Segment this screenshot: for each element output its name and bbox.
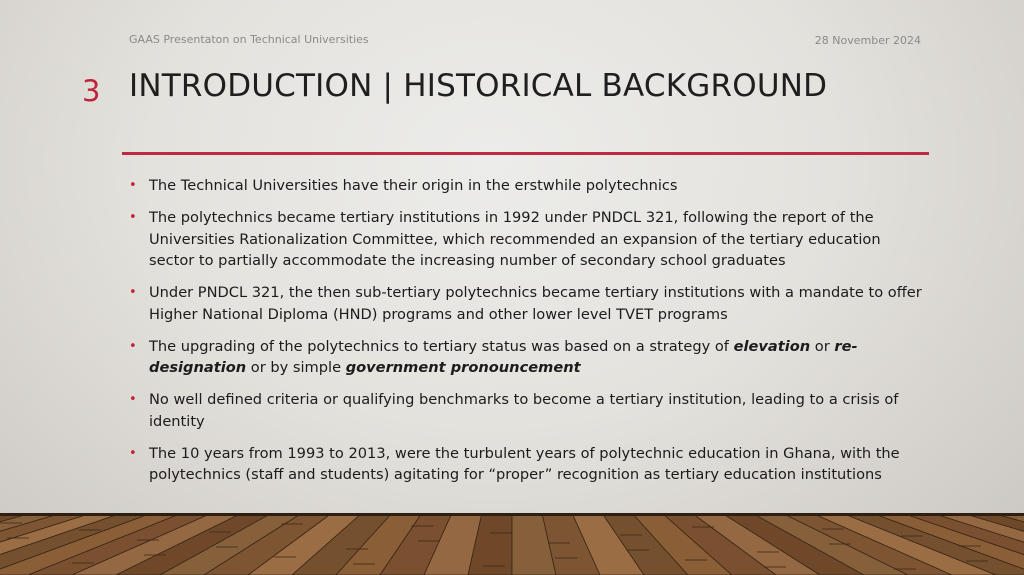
bullet-item — [129, 443, 924, 486]
bullet-item — [129, 207, 924, 272]
wood-planks-graphic — [0, 513, 1024, 575]
title-divider — [122, 152, 929, 155]
bullet-text: The 10 years from 1993 to 2013, were the turbulent years of polytechnic education in Ghana, with the polytechnics (staff and students) agitating for “proper” recognition as tertiary education institutions — [149, 444, 900, 483]
bullet-dot-icon: • — [129, 210, 137, 225]
bullet-emphasis: government pronouncement — [345, 359, 581, 376]
bullet-emphasis: re-designation — [149, 337, 858, 376]
bullet-text: No well defined criteria or qualifying benchmarks to become a tertiary institution, leading to a crisis of identity — [149, 391, 899, 430]
bullet-item — [129, 336, 924, 379]
slide-number: 3 — [82, 74, 101, 108]
bullet-text: or by simple — [246, 359, 346, 376]
bullet-text: or — [810, 337, 835, 355]
wood-floor-background — [0, 513, 1024, 575]
bullet-text: The upgrading of the polytechnics to tertiary status was based on a strategy of — [149, 337, 734, 355]
bullet-item — [129, 282, 924, 325]
bullet-dot-icon: • — [129, 338, 137, 354]
slide-title: INTRODUCTION | HISTORICAL BACKGROUND — [129, 68, 828, 104]
slide-date: 28 November 2024 — [814, 34, 921, 47]
bullet-dot-icon: • — [129, 445, 137, 461]
bullet-item — [129, 389, 924, 432]
bullet-item — [129, 175, 924, 197]
bullet-dot-icon: • — [129, 392, 137, 407]
bullet-emphasis: elevation — [733, 337, 811, 355]
bullet-text: The Technical Universities have their origin in the erstwhile polytechnics — [149, 177, 678, 194]
bullet-list — [129, 175, 924, 496]
presentation-title: GAAS Presentaton on Technical Universities — [129, 33, 369, 46]
bullet-text: Under PNDCL 321, the then sub-tertiary polytechnics became tertiary institutions with a mandate to offer Higher National Diploma (HND) programs and other lower level TVET programs — [149, 284, 922, 323]
bullet-dot-icon: • — [129, 285, 137, 300]
bullet-text: The polytechnics became tertiary institutions in 1992 under PNDCL 321, following the report of the Universities Rationalization Committee, which recommended an expansion of the tertiary education sector to partially accommodate the increasing number of secondary school graduates — [149, 209, 881, 269]
floor-edge — [0, 513, 1024, 516]
bullet-dot-icon: • — [129, 178, 137, 193]
